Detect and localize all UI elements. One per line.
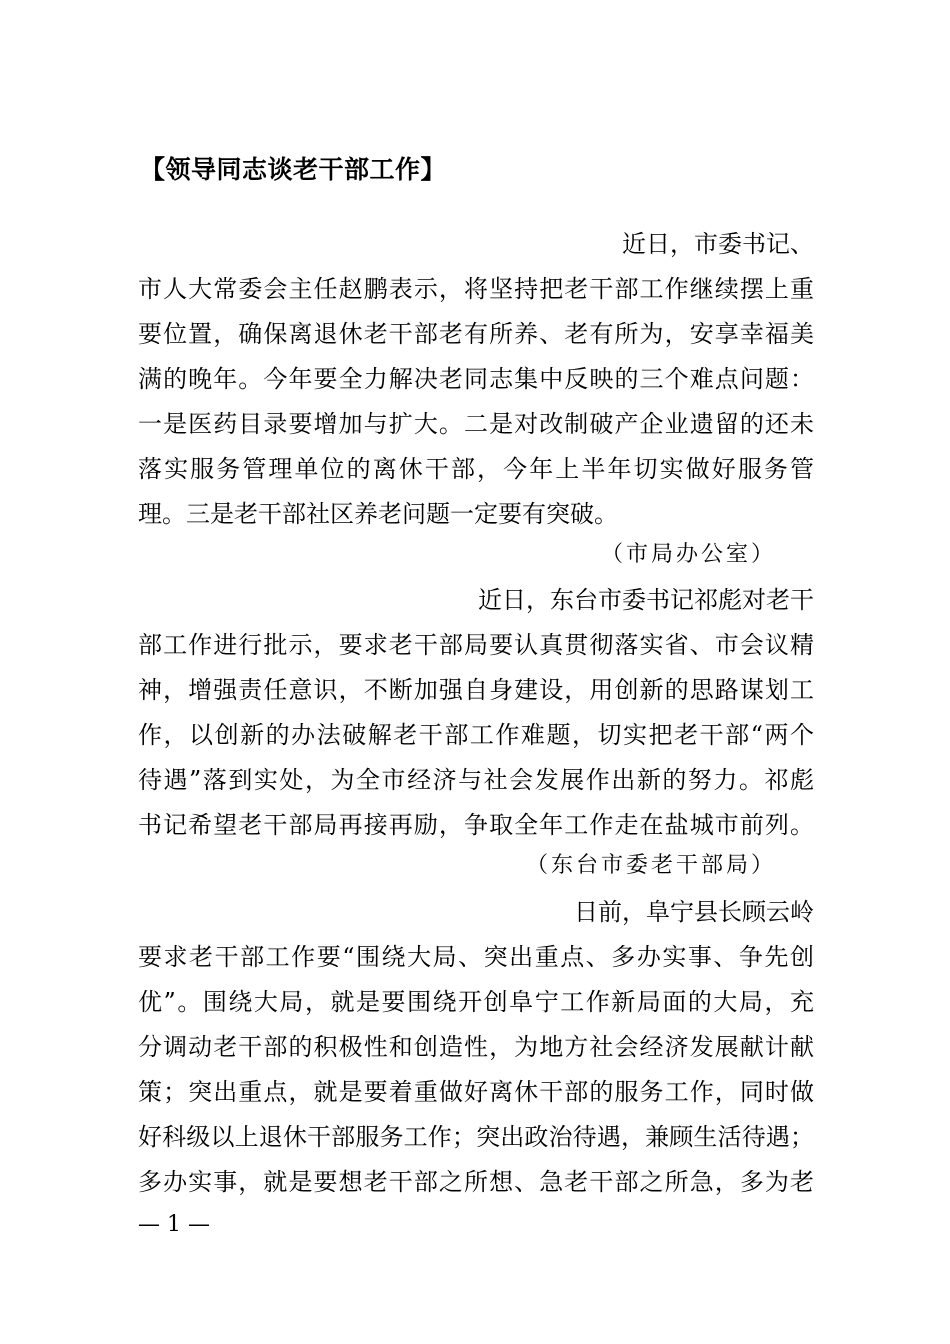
paragraph-line: 书记希望老干部局再接再励，争取全年工作走在盐城市前列。 — [138, 811, 814, 839]
section-title: 【领导同志谈老干部工作】 — [140, 155, 447, 184]
paragraph-line: 理。三是老干部社区养老问题一定要有突破。 — [138, 500, 618, 528]
article-1 — [138, 222, 814, 577]
article-lead-text: 近日，东台市委书记祁彪对老干 — [478, 586, 814, 614]
article-2 — [138, 578, 814, 888]
paragraph-line: 神，增强责任意识，不断加强自身建设，用创新的思路谋划工 — [138, 676, 814, 704]
paragraph-line: 作，以创新的办法破解老干部工作难题，切实把老干部“两个 — [138, 721, 814, 749]
paragraph-line: 一是医药目录要增加与扩大。二是对改制破产企业遗留的还未 — [138, 410, 814, 438]
paragraph-line: 待遇”落到实处，为全市经济与社会发展作出新的努力。祁彪 — [138, 766, 814, 794]
article-source: （市局办公室） — [600, 542, 776, 567]
paragraph-line: 分调动老干部的积极性和创造性，为地方社会经济发展献计献 — [138, 1033, 814, 1061]
paragraph-line: 好科级以上退休干部服务工作；突出政治待遇，兼顾生活待遇； — [138, 1123, 814, 1151]
article-headline — [138, 222, 814, 267]
paragraph-line: 要求老干部工作要“围绕大局、突出重点、多办实事、争先创 — [138, 943, 814, 971]
paragraph-line: 要位置，确保离退休老干部老有所养、老有所为，安享幸福美 — [138, 320, 814, 348]
article-headline — [138, 890, 814, 935]
paragraph-line: 策；突出重点，就是要着重做好离休干部的服务工作，同时做 — [138, 1078, 814, 1106]
page-number: — 1 — — [138, 1212, 210, 1237]
paragraph-line: 满的晚年。今年要全力解决老同志集中反映的三个难点问题： — [138, 365, 814, 393]
article-source: （东台市委老干部局） — [525, 853, 776, 878]
paragraph-line: 多办实事，就是要想老干部之所想、急老干部之所急，多为老 — [138, 1168, 814, 1196]
paragraph-line: 市人大常委会主任赵鹏表示，将坚持把老干部工作继续摆上重 — [138, 275, 814, 303]
paragraph-line: 落实服务管理单位的离休干部，今年上半年切实做好服务管 — [138, 455, 814, 483]
article-lead-text: 日前，阜宁县长顾云岭 — [574, 898, 814, 926]
article-3 — [138, 890, 814, 1205]
article-lead-text: 近日，市委书记、 — [622, 230, 814, 258]
paragraph-line: 部工作进行批示，要求老干部局要认真贯彻落实省、市会议精 — [138, 631, 814, 659]
paragraph-line: 优”。围绕大局，就是要围绕开创阜宁工作新局面的大局，充 — [138, 988, 814, 1016]
article-headline — [138, 578, 814, 623]
